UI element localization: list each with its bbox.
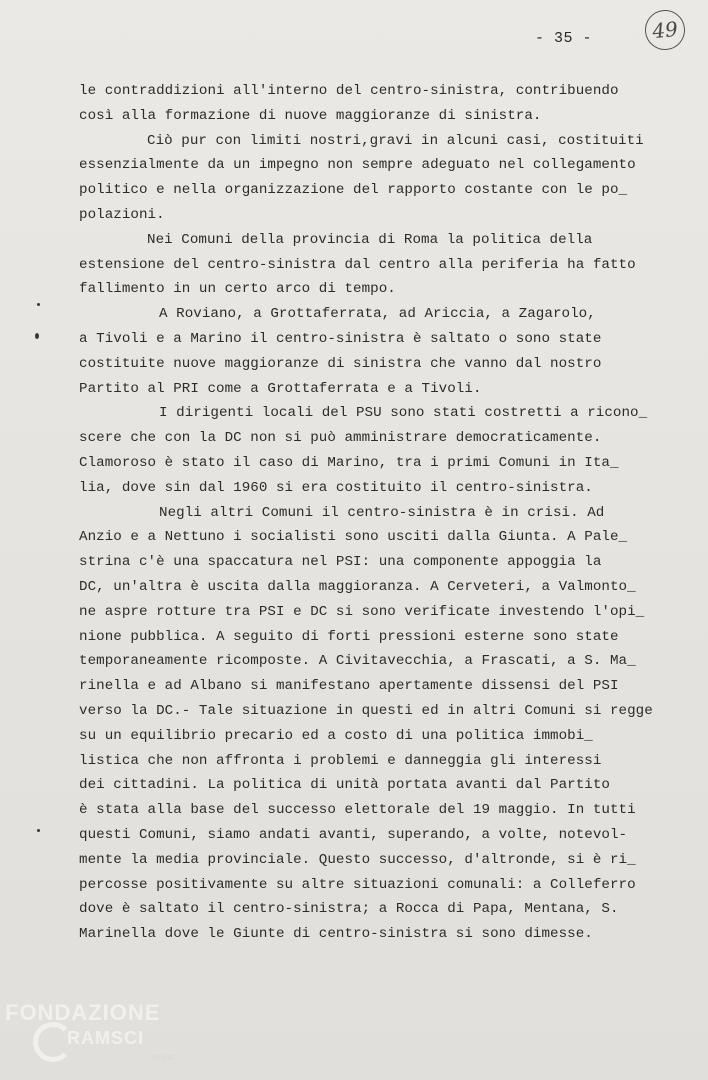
margin-mark: [35, 333, 39, 339]
text-line: nione pubblica. A seguito di forti pressioni esterne sono state: [79, 628, 619, 645]
text-line: Ciò pur con limiti nostri,gravi in alcuni casi, costituiti: [147, 132, 644, 149]
watermark-line2: RAMSCI: [67, 1028, 144, 1048]
text-line: temporaneamente ricomposte. A Civitavecchia, a Frascati, a S. Ma_: [79, 653, 636, 670]
text-line: a Tivoli e a Marino il centro-sinistra è saltato o sono state: [79, 330, 602, 347]
text-line: su un equilibrio precario ed a costo di una politica immobi_: [79, 727, 593, 744]
text-line: questi Comuni, siamo andati avanti, superando, a volte, notevol-: [79, 826, 628, 843]
text-line: costituite nuove maggioranze di sinistra che vanno dal nostro: [79, 355, 602, 372]
watermark-suffix: onlus: [153, 1052, 175, 1062]
text-line: è stata alla base del successo elettorale del 19 maggio. In tutti: [79, 802, 636, 819]
text-line: politico e nella organizzazione del rapporto costante con le po_: [79, 182, 628, 199]
text-line: Clamoroso è stato il caso di Marino, tra i primi Comuni in Ita_: [79, 454, 619, 471]
page-number: - 35 -: [535, 30, 593, 47]
watermark-line1: FONDAZIONE: [5, 1000, 161, 1025]
text-line: ne aspre rotture tra PSI e DC si sono verificate investendo l'opi_: [79, 603, 645, 620]
text-line: Anzio e a Nettuno i socialisti sono usciti dalla Giunta. A Pale_: [79, 529, 628, 546]
margin-mark: [37, 829, 40, 832]
text-line: estensione del centro-sinistra dal centro alla periferia ha fatto: [79, 256, 636, 273]
text-line: dove è saltato il centro-sinistra; a Rocca di Papa, Mentana, S.: [79, 901, 619, 918]
text-line: listica che non affronta i problemi e danneggia gli interessi: [79, 752, 602, 769]
text-line: le contraddizioni all'interno del centro-sinistra, contribuendo: [79, 83, 619, 99]
text-line: mente la media provinciale. Questo successo, d'altronde, si è ri_: [79, 851, 636, 868]
text-line: I dirigenti locali del PSU sono stati costretti a ricono_: [159, 405, 648, 422]
text-line: Negli altri Comuni il centro-sinistra è in crisi. Ad: [159, 504, 605, 521]
text-line: Nei Comuni della provincia di Roma la politica della: [147, 231, 593, 248]
text-line: lia, dove sin dal 1960 si era costituito il centro-sinistra.: [79, 479, 593, 496]
body-text: [79, 79, 653, 947]
text-line: scere che con la DC non si può amministrare democraticamente.: [79, 430, 602, 447]
text-line: rinella e ad Albano si manifestano apertamente dissensi del PSI: [79, 678, 619, 695]
text-line: A Roviano, a Grottaferrata, ad Ariccia, a Zagarolo,: [159, 306, 596, 323]
text-line: Partito al PRI come a Grottaferrata e a Tivoli.: [79, 380, 482, 397]
text-line: percosse positivamente su altre situazioni comunali: a Colleferro: [79, 876, 636, 893]
text-line: strina c'è una spaccatura nel PSI: una componente appoggia la: [79, 554, 602, 571]
text-line: verso la DC.- Tale situazione in questi ed in altri Comuni si regge: [79, 702, 653, 719]
text-line: fallimento in un certo arco di tempo.: [79, 281, 396, 298]
text-line: così alla formazione di nuove maggioranze di sinistra.: [79, 107, 542, 124]
text-line: dei cittadini. La politica di unità portata avanti dal Partito: [79, 777, 610, 794]
handwritten-page-number: 49: [643, 8, 687, 52]
margin-mark: [37, 303, 40, 306]
text-line: DC, un'altra è uscita dalla maggioranza. A Cerveteri, a Valmonto_: [79, 578, 636, 595]
text-line: Marinella dove le Giunte di centro-sinistra si sono dimesse.: [79, 926, 593, 943]
text-line: essenzialmente da un impegno non sempre adeguato nel collegamento: [79, 157, 636, 174]
watermark-logo: [5, 1000, 205, 1075]
text-line: polazioni.: [79, 206, 165, 223]
